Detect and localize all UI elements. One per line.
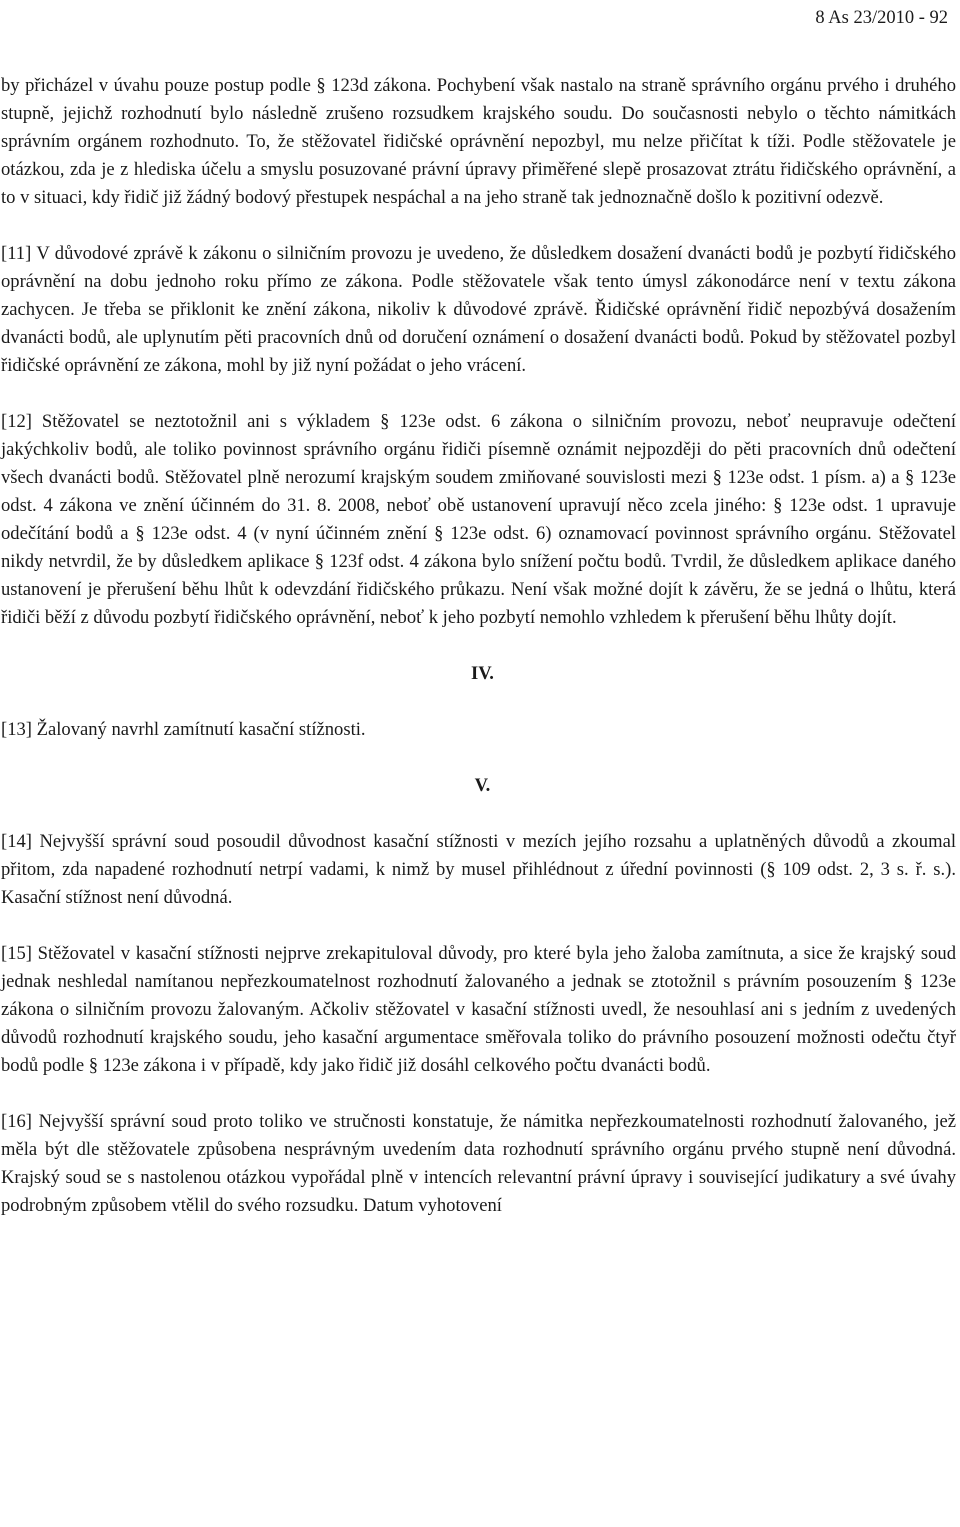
page-header-case-number: 8 As 23/2010 - 92 <box>815 8 948 28</box>
section-heading-iv: IV. <box>471 663 494 684</box>
paragraph-12: [12] Stěžovatel se neztotožnil ani s výkladem § 123e odst. 6 zákona o silničním provozu, neboť neupravuje odečtení jakýchkoliv bodů, ale toliko povinnost správního orgánu řidiči písemně oznámit nejpozději do pěti pracovních dnů odečtení všech dvanácti bodů. Stěžovatel plně nerozumí krajským soudem zmiňované souvislosti mezi § 123e odst. 1 písm. a) a § 123e odst. 4 zákona ve znění účinném do 31. 8. 2008, neboť obě ustanovení upravují něco zcela jiného: § 123e odst. 1 upravuje odečítání bodů a § 123e odst. 4 (v nyní účinném znění § 123e odst. 6) oznamovací povinnost správního orgánu. Stěžovatel nikdy netvrdil, že by důsledkem aplikace § 123f odst. 4 zákona bylo snížení počtu bodů. Tvrdil, že důsledkem aplikace daného ustanovení je přerušení běhu lhůt k odevzdání řidičského průkazu. Není však možné dojít k závěru, že se jedná o lhůtu, která řidiči běží z důvodu pozbytí řidičského oprávnění, neboť k jeho pozbytí nemohlo vzhledem k přerušení běhu lhůty dojít. <box>1 411 956 628</box>
section-heading-v: V. <box>474 775 491 796</box>
paragraph-11: [11] V důvodové zprávě k zákonu o silničním provozu je uvedeno, že důsledkem dosažení dvanácti bodů je pozbytí řidičského oprávnění na dobu jednoho roku přímo ze zákona. Podle stěžovatele však tento úmysl zákonodárce není v textu zákona zachycen. Je třeba se přiklonit ke znění zákona, nikoliv k důvodové zprávě. Řidičské oprávnění řidič nepozbývá dosažením dvanácti bodů, ale uplynutím pěti pracovních dnů od doručení oznámení o dosažení dvanácti bodů. Pokud by stěžovatel pozbyl řidičské oprávnění ze zákona, mohl by již nyní požádat o jeho vrácení. <box>1 243 956 376</box>
paragraph-13: [13] Žalovaný navrhl zamítnutí kasační stížnosti. <box>1 719 366 740</box>
paragraph-15: [15] Stěžovatel v kasační stížnosti nejprve zrekapituloval důvody, pro které byla jeho žaloba zamítnuta, a sice že krajský soud jednak neshledal namítanou nepřezkoumatelnost rozhodnutí žalovaného a jednak se ztotožnil s právním posouzením § 123e zákona o silničním provozu žalovaným. Ačkoliv stěžovatel v kasační stížnosti uvedl, že nesouhlasí ani s jedním z uvedených důvodů rozhodnutí krajského soudu, jeho kasační argumentace směřovala toliko do právního posouzení možnosti odečtu čtyř bodů podle § 123e zákona i v případě, kdy jako řidič již dosáhl celkového počtu dvanácti bodů. <box>1 943 956 1076</box>
paragraph-16: [16] Nejvyšší správní soud proto toliko ve stručnosti konstatuje, že námitka nepřezkoumatelnosti rozhodnutí žalovaného, jež měla být dle stěžovatele způsobena nesprávným uvedením data rozhodnutí správního orgánu prvého stupně není důvodná. Krajský soud se s nastolenou otázkou vypořádal plně v intencích relevantní právní úpravy i související judikatury a své úvahy podrobným způsobem vtělil do svého rozsudku. Datum vyhotovení <box>1 1111 956 1216</box>
paragraph-intro: by přicházel v úvahu pouze postup podle § 123d zákona. Pochybení však nastalo na straně správního orgánu prvého i druhého stupně, jejichž rozhodnutí bylo následně zrušeno rozsudkem krajského soudu. Do současnosti nebylo o těchto námitkách správním orgánem rozhodnuto. To, že stěžovatel řidičské oprávnění nepozbyl, mu nelze přičítat k tíži. Podle stěžovatele je otázkou, zda je z hlediska účelu a smyslu posuzované právní úpravy přiměřené slepě prosazovat ztrátu řidičského oprávnění, a to v situaci, kdy řidič již žádný bodový přestupek nespáchal a na jeho straně tak jednoznačně došlo k pozitivní odezvě. <box>1 75 956 208</box>
document-body <box>1 72 956 1220</box>
paragraph-14: [14] Nejvyšší správní soud posoudil důvodnost kasační stížnosti v mezích jejího rozsahu a uplatněných důvodů a zkoumal přitom, zda napadené rozhodnutí netrpí vadami, k nimž by musel přihlédnout z úřední povinnosti (§ 109 odst. 2, 3 s. ř. s.). Kasační stížnost není důvodná. <box>1 831 956 908</box>
